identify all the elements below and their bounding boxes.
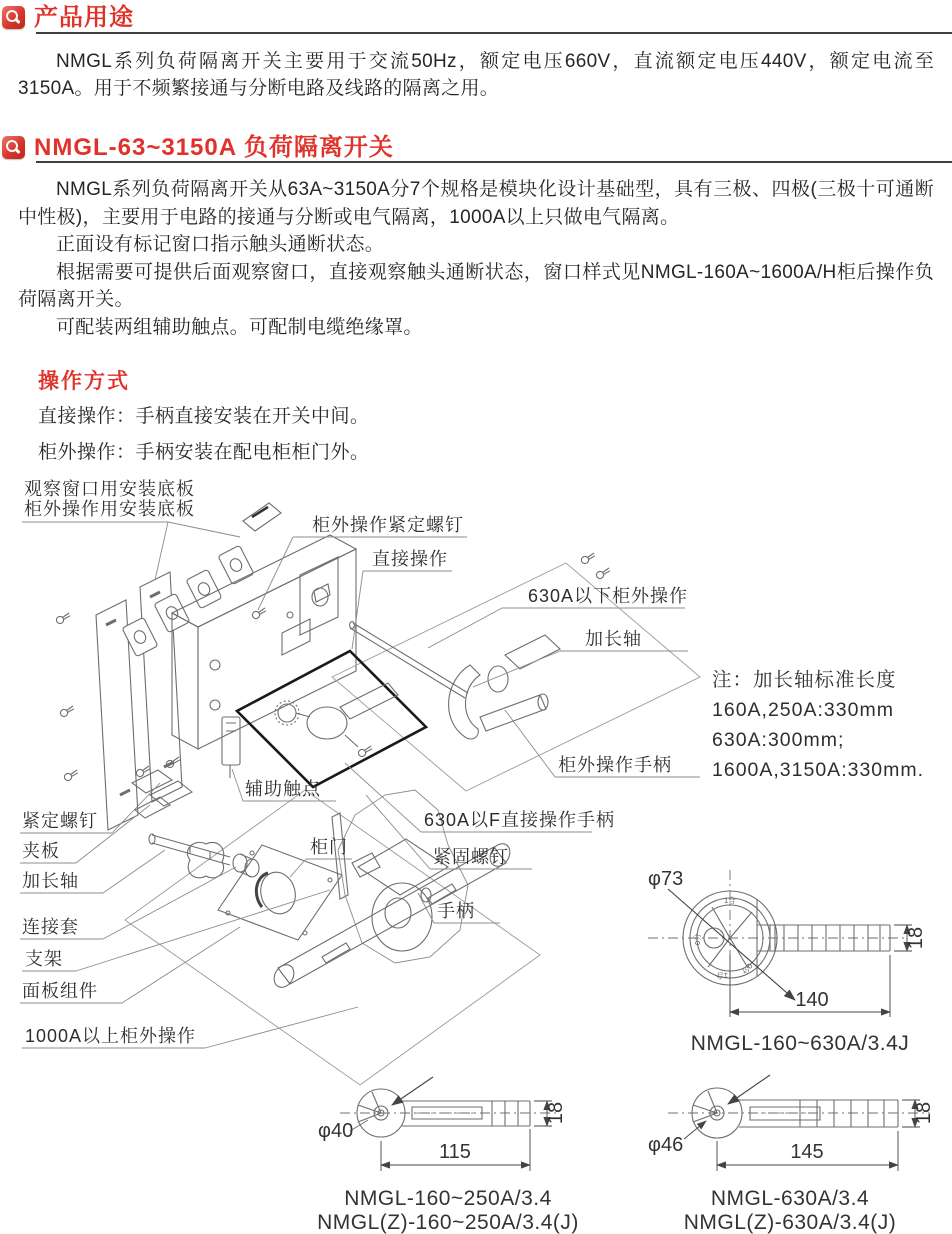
- label-set-screw: 紧定螺钉: [22, 811, 98, 831]
- dim46-caption-2: NMGL(Z)-630A/3.4(J): [683, 1211, 897, 1234]
- dim73-caption: NMGL-160~630A/3.4J: [690, 1032, 910, 1055]
- label-ext-shaft-top: 加长轴: [585, 629, 642, 649]
- label-direct-op: 直接操作: [372, 549, 448, 569]
- switch-paragraph-3: 根据需要可提供后面观察窗口，直接观察触头通断状态，窗口样式见NMGL-160A~1600A/H柜后操作负荷隔离开关。: [18, 261, 934, 311]
- dim73-off-mark: 0分: [693, 933, 702, 945]
- section-title-switch: NMGL-63~3150A 负荷隔离开关: [34, 133, 394, 161]
- dim73-off-mark: 0分: [739, 961, 755, 976]
- switch-paragraph-4: 可配装两组辅助触点。可配制电缆绝缘罩。: [56, 316, 423, 338]
- header-rule: [36, 32, 952, 34]
- label-connect-sleeve: 连接套: [22, 917, 79, 937]
- dim-drawing-46: [648, 1075, 935, 1234]
- dim73-on-mark: 1合: [716, 971, 728, 980]
- label-handle: 手柄: [437, 901, 475, 921]
- operation-line-direct: 直接操作：手柄直接安装在开关中间。: [38, 406, 370, 428]
- note-line-2: 160A,250A:330mm: [712, 699, 894, 721]
- dim40-diameter: φ40: [318, 1120, 354, 1142]
- dim40-length: 115: [439, 1141, 471, 1163]
- dim73-annotations: [648, 868, 755, 981]
- usage-paragraph: NMGL系列负荷隔离开关主要用于交流50Hz，额定电压660V，直流额定电压440V，额定电流至3150A。用于不频繁接通与分断电路及线路的隔离之用。: [18, 50, 934, 100]
- note-line-4: 1600A,3150A:330mm.: [712, 759, 925, 781]
- dim46-length: 145: [790, 1141, 824, 1163]
- switch-paragraph-2: 正面设有标记窗口指示触头通断状态。: [56, 234, 385, 256]
- label-panel-assembly: 面板组件: [22, 981, 98, 1001]
- usage-body: [18, 48, 934, 103]
- dim40-caption-1: NMGL-160~250A/3.4: [344, 1187, 552, 1210]
- dim46-caption-1: NMGL-630A/3.4: [710, 1187, 870, 1210]
- operation-title: 操作方式: [38, 370, 130, 394]
- operation-line-external: 柜外操作：手柄安装在配电柜柜门外。: [38, 442, 370, 464]
- switch-body: [18, 176, 934, 341]
- label-external-handle: 柜外操作手柄: [558, 755, 672, 775]
- magnifier-glyph: [2, 6, 25, 29]
- dim73-on-mark: 1合: [724, 896, 736, 905]
- dim46-diameter: φ46: [648, 1134, 684, 1156]
- dim-drawing-40: [317, 1077, 579, 1234]
- label-bracket: 支架: [25, 949, 63, 969]
- dim40-height: 18: [545, 1101, 567, 1125]
- diagram-area: [0, 465, 952, 1234]
- label-below630-direct-handle: 630A以F直接操作手柄: [424, 810, 616, 830]
- operation-block: [38, 365, 952, 467]
- shaft-length-note: [712, 669, 924, 781]
- section-header-usage: [0, 0, 952, 32]
- label-external-screw: 柜外操作紧定螺钉: [312, 515, 464, 535]
- label-external-plate: 柜外操作用安装底板: [24, 499, 195, 519]
- section-title-usage: 产品用途: [34, 4, 134, 31]
- switch-paragraph-1: NMGL系列负荷隔离开关从63A~3150A分7个规格是模块化设计基础型，具有三极、四极(三极十可通断中性极)，主要用于电路的接通与分断或电气隔离，1000A以上只做电气隔离。: [18, 179, 934, 228]
- section-header-switch: [0, 130, 952, 162]
- label-aux-contact: 辅助触点: [245, 779, 321, 799]
- dim-drawing-73: [648, 868, 927, 1055]
- magnifier-icon: [2, 136, 25, 159]
- magnifier-icon: [2, 6, 25, 29]
- magnifier-glyph: [2, 136, 25, 159]
- dim73-height: 18: [905, 926, 927, 950]
- header-rule: [36, 161, 952, 163]
- note-line-1: 注：加长轴标准长度: [712, 669, 897, 691]
- technical-diagram: [0, 465, 952, 1234]
- dim73-length: 140: [795, 989, 829, 1011]
- label-above1000-external: 1000A以上柜外操作: [25, 1026, 197, 1046]
- part-labels: [22, 479, 688, 1046]
- label-cabinet-door: 柜门: [310, 837, 348, 857]
- dim46-height: 18: [913, 1101, 935, 1125]
- label-ext-shaft-bottom: 加长轴: [22, 871, 79, 891]
- label-below630-external: 630A以下柜外操作: [528, 586, 689, 606]
- label-fasten-screw: 紧固螺钉: [433, 847, 509, 867]
- dim73-diameter: φ73: [648, 868, 684, 890]
- label-window-plate: 观察窗口用安装底板: [24, 479, 195, 499]
- note-line-3: 630A:300mm;: [712, 729, 845, 751]
- dim40-caption-2: NMGL(Z)-160~250A/3.4(J): [317, 1211, 579, 1234]
- label-clamp-plate: 夹板: [22, 841, 60, 861]
